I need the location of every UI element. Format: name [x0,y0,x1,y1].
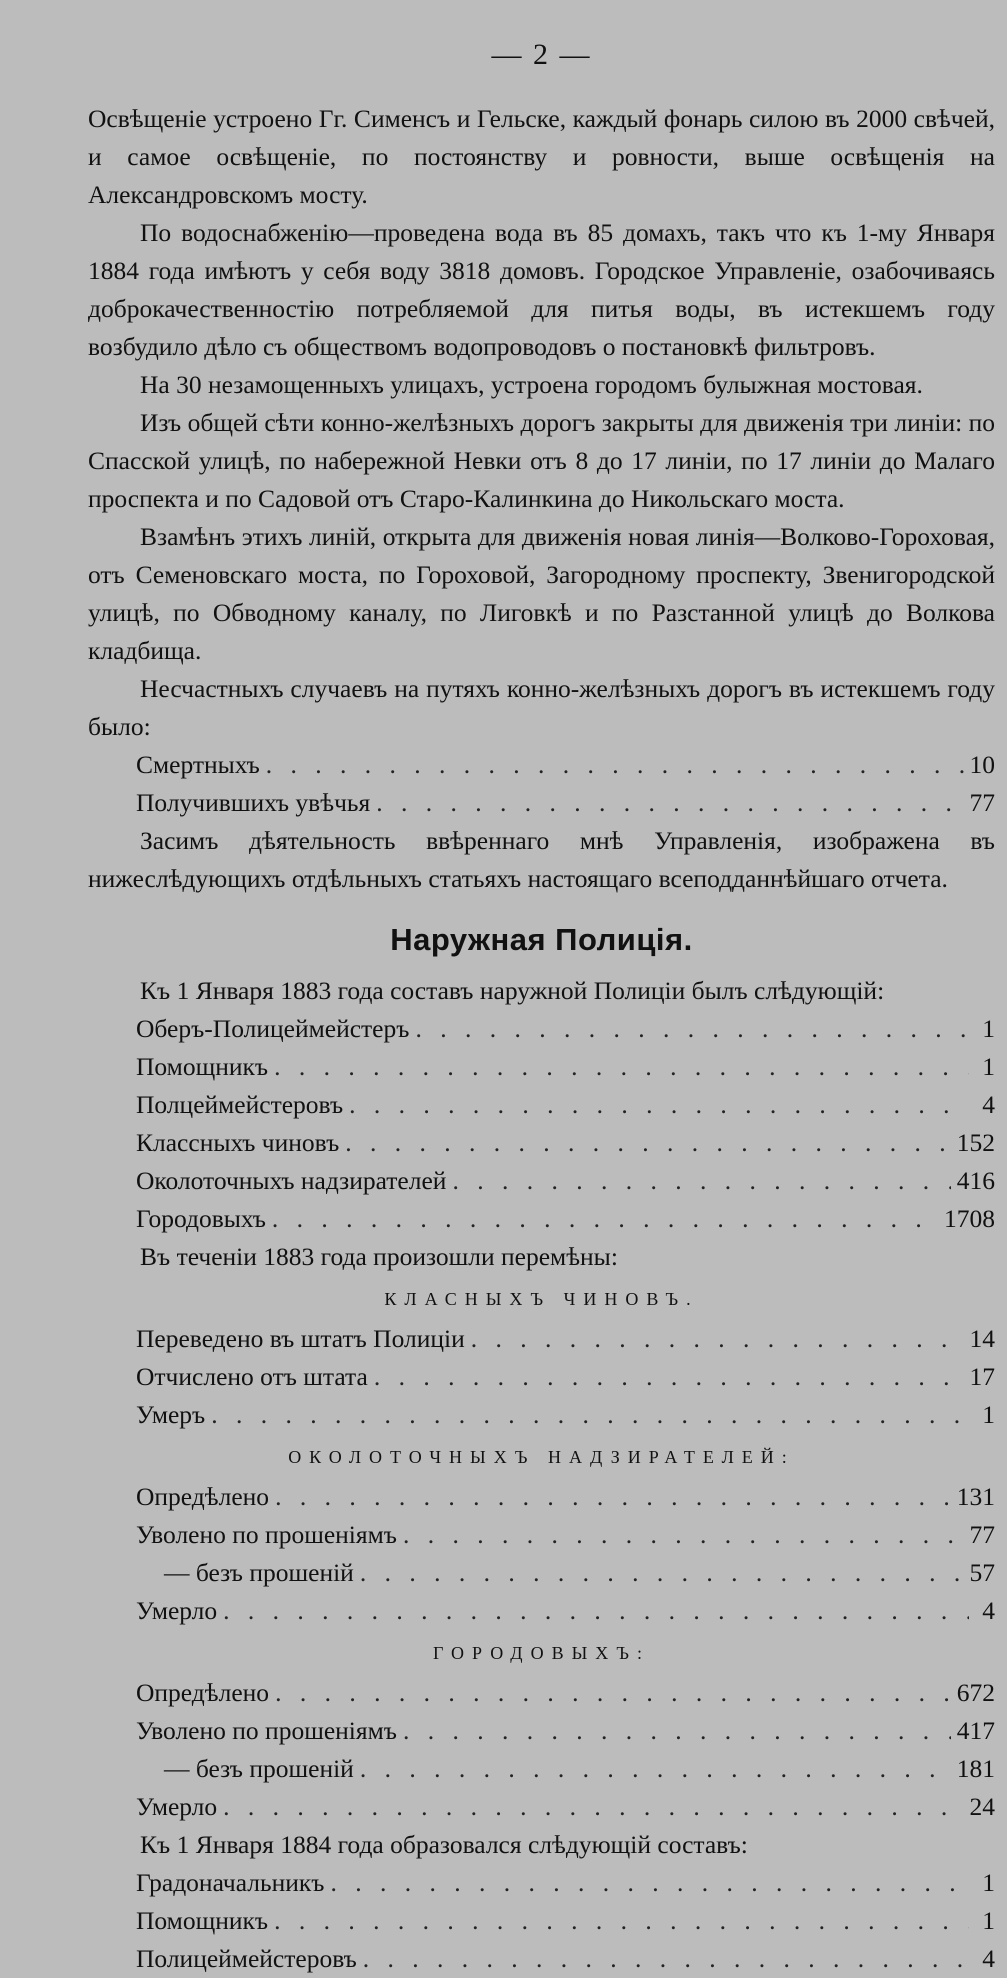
row-value: 24 [969,1792,995,1821]
leader-dots [272,1200,938,1238]
row-value: 672 [956,1678,995,1707]
list-item [88,1750,995,1788]
changes-lead: Въ теченіи 1883 года произошли перемѣны: [140,1242,618,1271]
row-label: — безъ прошеній [164,1754,354,1783]
row-label: Помощникъ [136,1906,269,1935]
row-label: Полицеймейстеровъ [136,1944,357,1973]
row-value: 152 [956,1128,995,1157]
leader-dots [266,746,964,784]
row-label: Умерло [136,1792,218,1821]
list-item [88,1048,995,1086]
leader-dots [223,1592,969,1630]
row-value: 77 [969,1520,995,1549]
leader-dots [211,1396,969,1434]
paragraph-accidents: Несчастныхъ случаевъ на путяхъ конно-желѣзныхъ дорогъ въ истекшемъ году было: [88,674,995,741]
row-value: 1 [982,1052,995,1081]
row-value: 131 [956,1482,995,1511]
leader-dots [360,1554,964,1592]
leader-dots [275,1674,951,1712]
list-item [88,1554,995,1592]
row-value: 417 [956,1716,995,1745]
row-label: Градоначальникъ [136,1868,325,1897]
paragraph-closed-lines: Изъ общей сѣти конно-желѣзныхъ дорогъ закрыты для движенія три линіи: по Спасской улицѣ, по набережной Невки отъ 8 до 17 линіи, по 17 линіи до Малаго проспекта и по Садовой отъ Старо-Калинкина до Никольскаго моста. [88,408,995,513]
list-item [88,1320,995,1358]
row-label: — безъ прошеній [164,1558,354,1587]
row-value: 416 [956,1166,995,1195]
row-value: 1708 [944,1204,995,1233]
list-item [88,1516,995,1554]
row-label: Опредѣлено [136,1482,270,1511]
row-value: 1 [982,1868,995,1897]
list-item [88,1086,995,1124]
row-label: Опредѣлено [136,1678,270,1707]
row-value: 1 [982,1400,995,1429]
row-value: 4 [982,1596,995,1625]
leader-dots [452,1162,950,1200]
leader-dots [363,1940,969,1978]
row-label: Городовыхъ [136,1204,266,1233]
row-label: Смертныхъ [136,750,260,779]
overseers-heading: ОКОЛОТОЧНЫХЪ НАДЗИРАТЕЛЕЙ: [288,1447,795,1467]
row-value: 10 [969,750,995,779]
list-item [88,1124,995,1162]
list-item [88,1902,995,1940]
leader-dots [275,1478,951,1516]
list-item [88,1162,995,1200]
row-value: 57 [969,1558,995,1587]
paragraph-pavement: На 30 незамощенныхъ улицахъ, устроена городомъ булыжная мостовая. [140,370,923,399]
composition-1884-lead: Къ 1 Января 1884 года образовался слѣдующій составъ: [140,1830,748,1859]
list-item [88,1674,995,1712]
leader-dots [376,784,963,822]
list-item [88,1592,995,1630]
leader-dots [274,1048,969,1086]
row-label: Помощникъ [136,1052,269,1081]
leader-dots [349,1086,969,1124]
list-item [88,1712,995,1750]
row-label: Умеръ [136,1400,206,1429]
leader-dots [403,1516,964,1554]
list-item [88,784,995,822]
row-label: Уволено по прошеніямъ [136,1520,397,1549]
list-item [88,1010,995,1048]
list-item [88,1940,995,1978]
list-item [88,1396,995,1434]
leader-dots [330,1864,969,1902]
leader-dots [374,1358,964,1396]
row-value: 14 [969,1324,995,1353]
leader-dots [471,1320,964,1358]
leader-dots [274,1902,969,1940]
paragraph-closing: Засимъ дѣятельность ввѣреннаго мнѣ Управленія, изображена въ нижеслѣдующихъ отдѣльныхъ статьяхъ настоящаго всеподданнѣйшаго отчета. [88,826,995,893]
leader-dots [223,1788,963,1826]
list-item [88,1478,995,1516]
list-item [88,1788,995,1826]
row-label: Переведено въ штатъ Полиціи [136,1324,465,1353]
row-value: 181 [956,1754,995,1783]
row-label: Околоточныхъ надзирателей [136,1166,447,1195]
row-value: 1 [982,1014,995,1043]
policemen-heading: ГОРОДОВЫХЪ: [433,1643,650,1663]
paragraph-lighting: Освѣщеніе устроено Гг. Сименсъ и Гельске, каждый фонарь силою въ 2000 свѣчей, и самое освѣщеніе, по постоянству и ровности, выше освѣщенія на Александровскомъ мосту. [88,104,995,209]
row-value: 1 [982,1906,995,1935]
leader-dots [415,1010,969,1048]
leader-dots [360,1750,951,1788]
class-ranks-heading: КЛАСНЫХЪ ЧИНОВЪ. [384,1289,699,1309]
composition-1883-lead: Къ 1 Января 1883 года составъ наружной Полиціи былъ слѣдующій: [140,976,885,1005]
row-label: Отчислено отъ штата [136,1362,368,1391]
list-item [88,746,995,784]
page-number: — 2 — [491,38,592,71]
paragraph-new-line: Взамѣнъ этихъ линій, открыта для движенія новая линія—Волково-Гороховая, отъ Семеновскаго моста, по Гороховой, Загородному проспекту, Звенигородской улицѣ, по Обводному каналу, по Лиговкѣ и по Разстанной улицѣ до Волкова кладбища. [88,522,995,665]
list-item [88,1358,995,1396]
row-value: 4 [982,1944,995,1973]
paragraph-water-supply: По водоснабженію—проведена вода въ 85 домахъ, такъ что къ 1-му Января 1884 года имѣютъ у себя воду 3818 домовъ. Городское Управленіе, озабочиваясь доброкачественностію потребляемой для питья воды, въ истекшемъ году возбудило дѣло съ обществомъ водопроводовъ о постановкѣ фильтровъ. [88,218,995,361]
row-value: 4 [982,1090,995,1119]
list-item [88,1864,995,1902]
row-label: Получившихъ увѣчья [136,788,371,817]
row-label: Классныхъ чиновъ [136,1128,340,1157]
row-label: Умерло [136,1596,218,1625]
row-value: 77 [969,788,995,817]
row-label: Полцеймейстеровъ [136,1090,344,1119]
leader-dots [403,1712,951,1750]
row-value: 17 [969,1362,995,1391]
leader-dots [345,1124,950,1162]
section-title: Наружная Полиція. [390,922,693,957]
list-item [88,1200,995,1238]
row-label: Уволено по прошеніямъ [136,1716,397,1745]
row-label: Оберъ-Полицеймейстеръ [136,1014,410,1043]
